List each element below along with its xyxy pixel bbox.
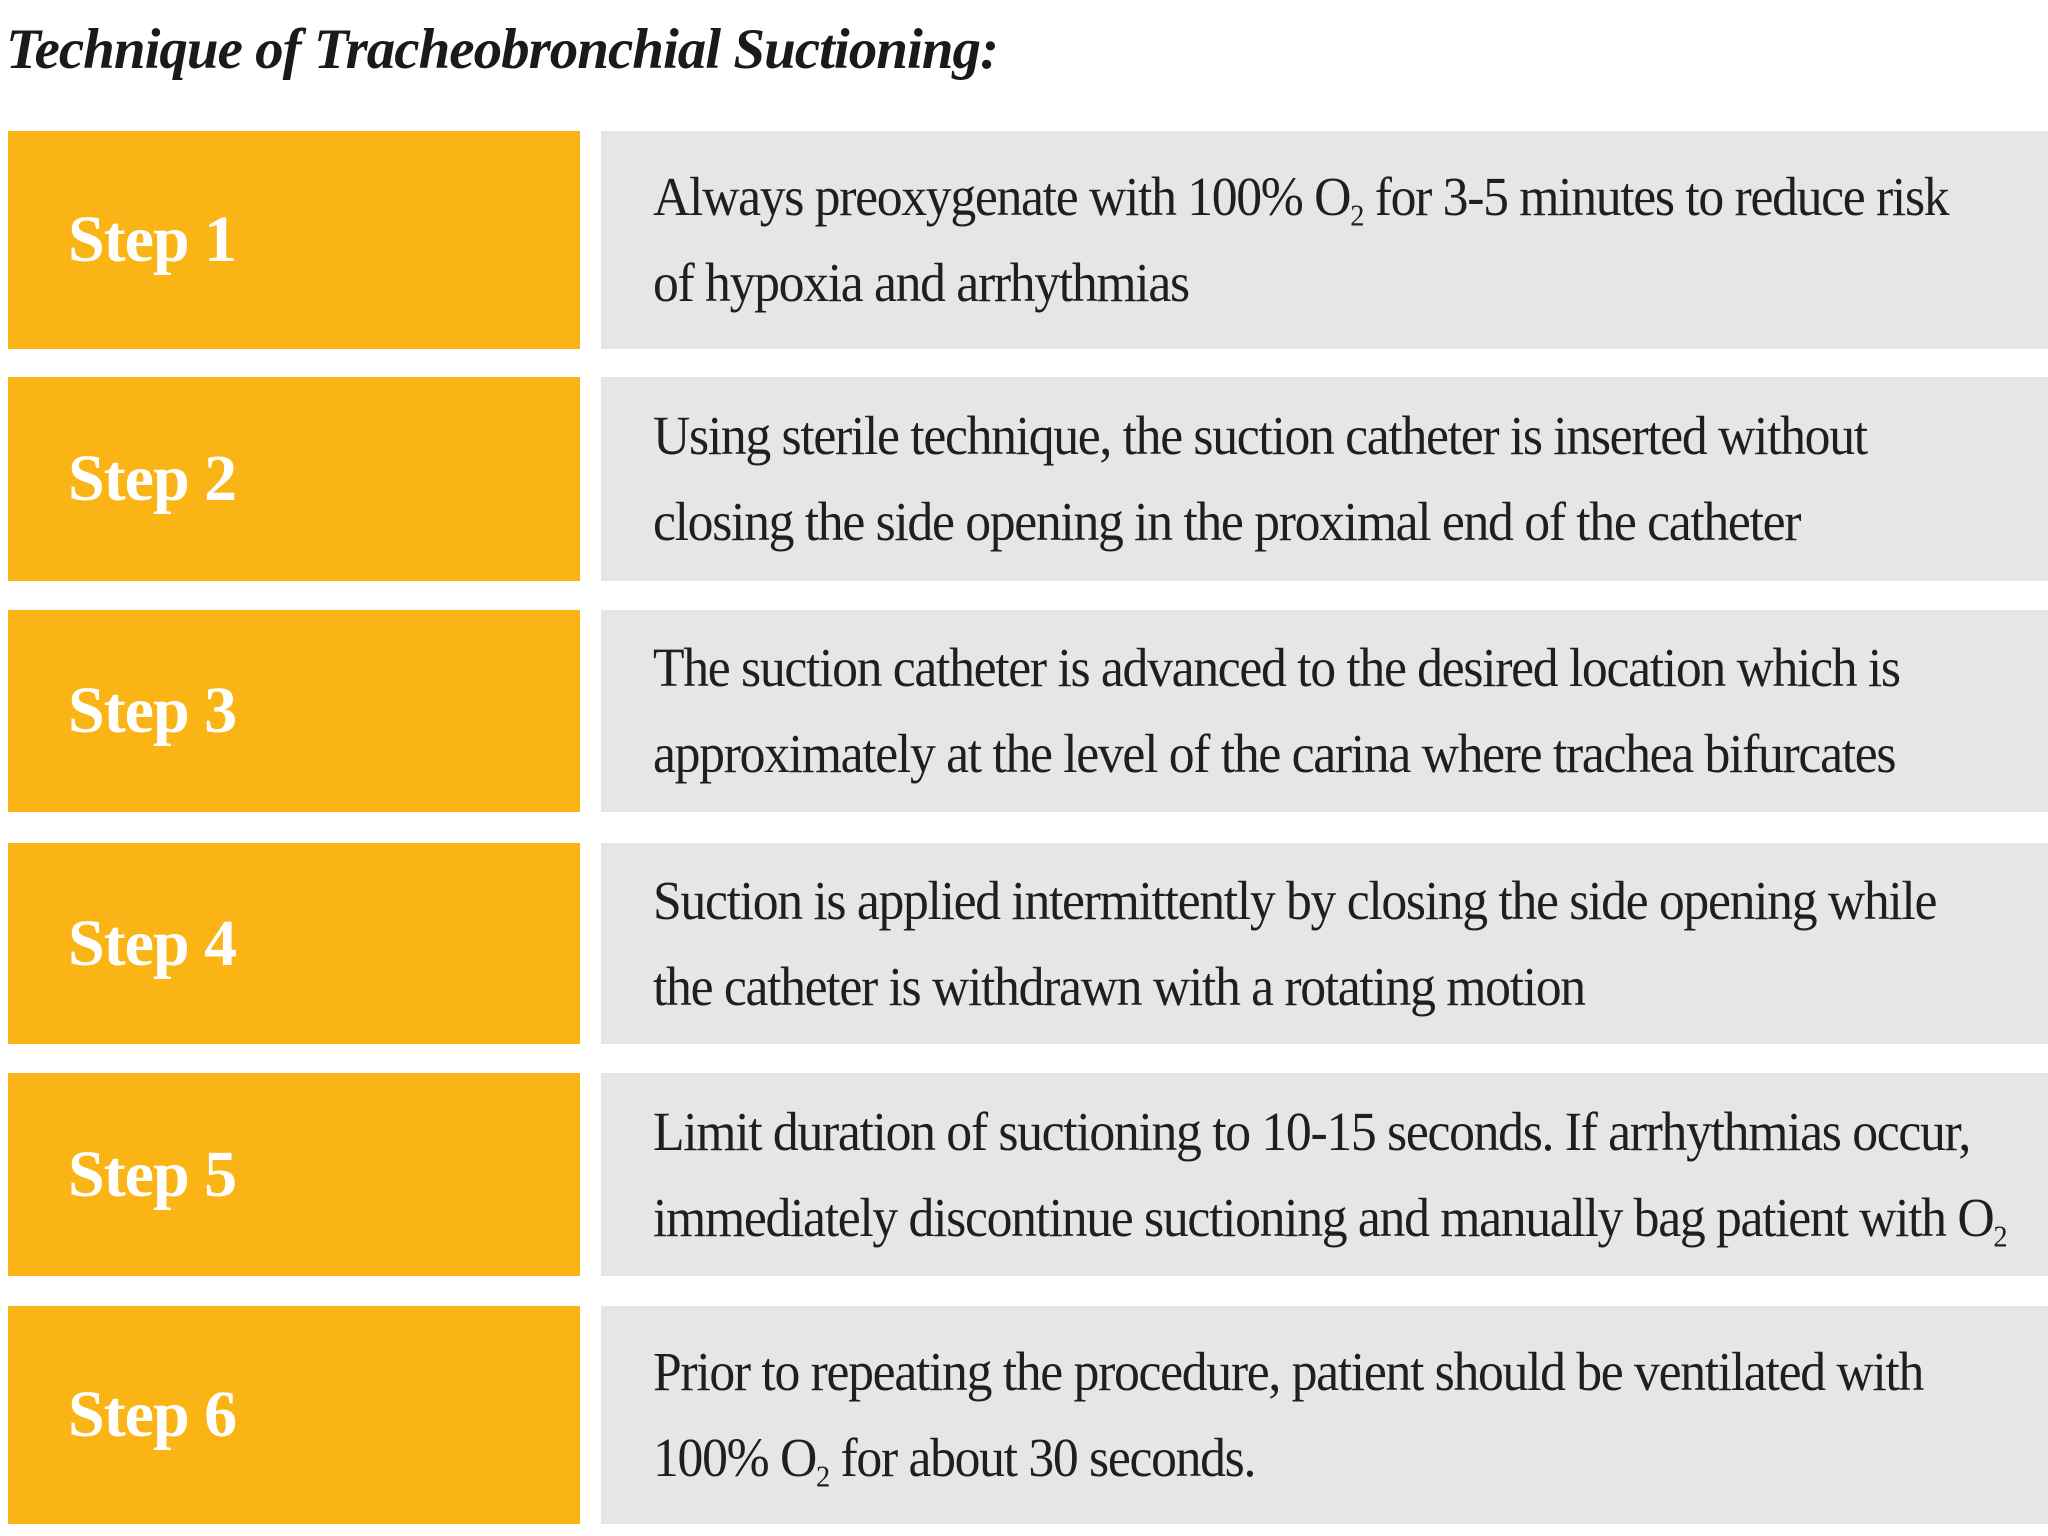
step-label: Step 4 [68,906,237,980]
description-line [653,393,1867,479]
text-run: immediately discontinue suctioning and manually bag patient with O [653,1186,1994,1248]
text-run: Using sterile technique, the suction catheter is inserted without [653,405,1867,466]
step-description-box [601,1073,2048,1276]
step-row [0,377,2048,581]
description-line [653,858,1936,944]
description-line [653,1175,2006,1261]
description-line [653,240,1948,326]
text-run: Suction is applied intermittently by closing the side opening while [653,869,1937,931]
step-description [653,154,1948,326]
description-line [653,1089,2006,1175]
step-label-box [8,1306,580,1524]
text-run: Prior to repeating the procedure, patient should be ventilated with [653,1341,1923,1402]
text-run: 100% O [653,1427,816,1488]
step-label-box [8,843,580,1044]
text-run: Limit duration of suctioning to 10-15 seconds. If arrhythmias occur, [653,1100,1970,1162]
description-line [653,1329,1923,1415]
subscript: 2 [1993,1219,2007,1254]
step-label: Step 1 [68,203,237,276]
description-line [653,711,1900,797]
step-row [0,1306,2048,1524]
description-line [653,944,1936,1030]
step-label: Step 2 [68,442,237,515]
step-description-box [601,377,2048,581]
step-row [0,610,2048,812]
description-line [653,479,1867,565]
description-line [653,154,1948,240]
step-label-box [8,377,580,581]
text-run: of hypoxia and arrhythmias [653,252,1189,313]
step-row [0,843,2048,1044]
step-label: Step 5 [68,1137,237,1211]
step-description [653,1089,2006,1261]
description-line [653,1415,1923,1501]
step-description [653,393,1867,565]
step-description-box [601,843,2048,1044]
step-label: Step 6 [68,1378,237,1451]
text-run: The suction catheter is advanced to the desired location which is [653,637,1900,698]
description-line [653,625,1900,711]
step-description [653,1329,1923,1501]
step-label-box [8,610,580,812]
text-run: for about 30 seconds. [828,1427,1256,1488]
step-description [653,625,1900,797]
step-label-box [8,1073,580,1276]
text-run: closing the side opening in the proximal end of the catheter [653,491,1801,552]
text-run: approximately at the level of the carina where trachea bifurcates [653,723,1896,784]
subscript: 2 [815,1459,829,1494]
step-label-box [8,131,580,349]
step-label: Step 3 [68,674,237,747]
step-row [0,1073,2048,1276]
document-title: Technique of Tracheobronchial Suctioning: [6,18,998,81]
subscript: 2 [1350,198,1364,233]
step-description [653,858,1936,1030]
text-run: Always preoxygenate with 100% O [653,166,1351,227]
step-description-box [601,610,2048,812]
text-run: for 3-5 minutes to reduce risk [1363,166,1949,227]
step-row [0,131,2048,349]
step-description-box [601,1306,2048,1524]
text-run: the catheter is withdrawn with a rotating motion [653,955,1585,1017]
step-description-box [601,131,2048,349]
